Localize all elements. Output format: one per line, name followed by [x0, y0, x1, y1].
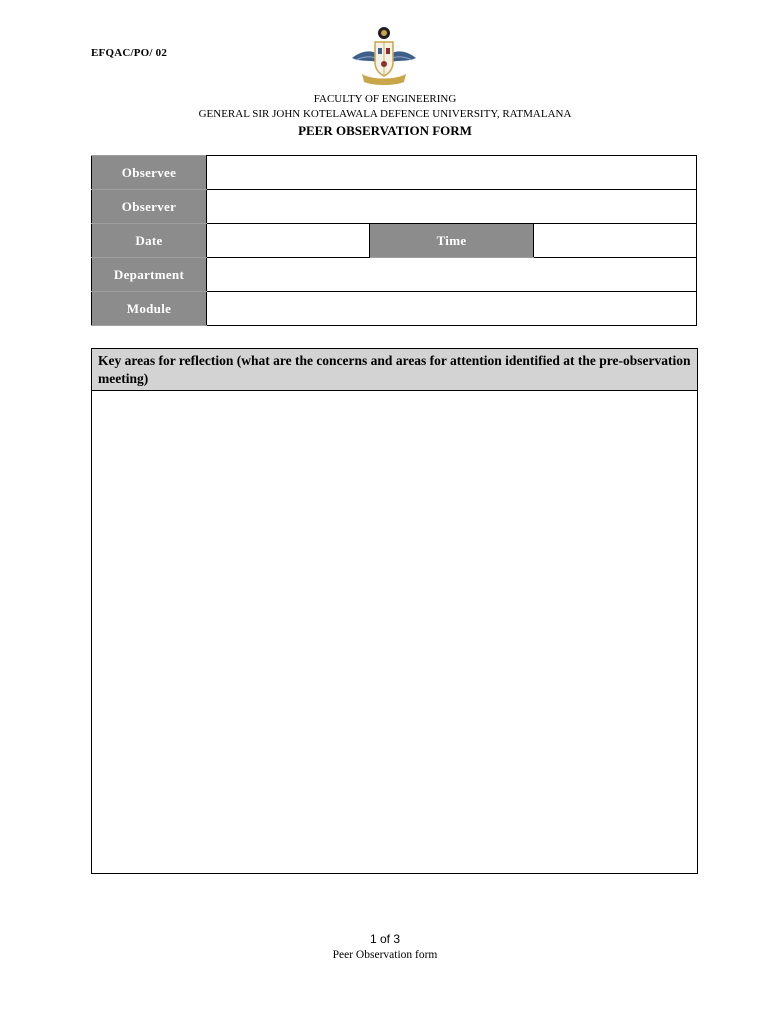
- date-label: Date: [92, 224, 207, 258]
- module-row: [92, 292, 697, 326]
- department-field[interactable]: [207, 258, 697, 292]
- reflection-heading: Key areas for reflection (what are the concerns and areas for attention identified at the pre-observation meeting): [92, 349, 697, 391]
- department-row: [92, 258, 697, 292]
- date-time-row: [92, 224, 697, 258]
- module-field[interactable]: [207, 292, 697, 326]
- university-name: GENERAL SIR JOHN KOTELAWALA DEFENCE UNIVERSITY, RATMALANA: [198, 108, 572, 120]
- observer-field[interactable]: [207, 190, 697, 224]
- page-number: 1 of 3: [369, 932, 401, 946]
- observer-row: [92, 190, 697, 224]
- time-label: Time: [370, 224, 533, 258]
- reflection-text-area[interactable]: [92, 391, 697, 878]
- department-label: Department: [92, 258, 207, 292]
- observer-label: Observer: [92, 190, 207, 224]
- university-crest-logo: [348, 24, 420, 86]
- reflection-section: [91, 348, 698, 874]
- observation-details-table: [91, 155, 697, 326]
- footer-form-name: Peer Observation form: [332, 949, 438, 961]
- observee-label: Observee: [92, 156, 207, 190]
- time-field[interactable]: [533, 224, 696, 258]
- document-code: EFQAC/PO/ 02: [91, 47, 168, 59]
- observee-field[interactable]: [207, 156, 697, 190]
- observee-row: [92, 156, 697, 190]
- form-title: PEER OBSERVATION FORM: [298, 123, 472, 138]
- module-label: Module: [92, 292, 207, 326]
- date-field[interactable]: [207, 224, 370, 258]
- faculty-name: FACULTY OF ENGINEERING: [313, 93, 457, 105]
